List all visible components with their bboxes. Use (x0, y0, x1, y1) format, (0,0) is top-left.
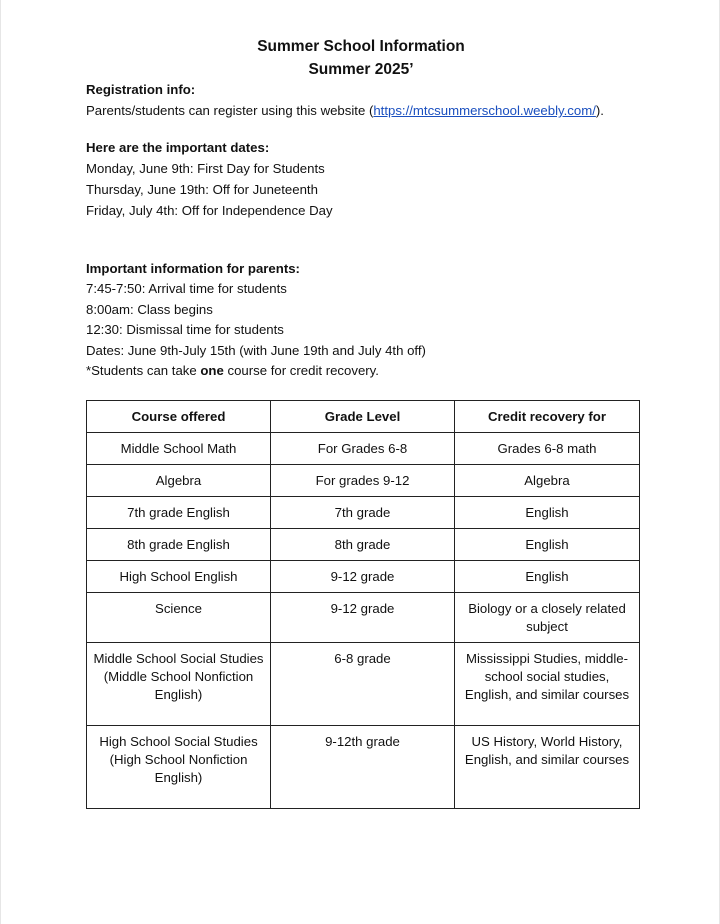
parents-heading: Important information for parents: (86, 261, 300, 276)
credit-cell: Biology or a closely related subject (455, 593, 640, 643)
grade-cell: 6-8 grade (271, 643, 455, 726)
parents-item: 7:45-7:50: Arrival time for students (86, 281, 287, 296)
date-item: Thursday, June 19th: Off for Juneteenth (86, 182, 318, 197)
course-cell: Science (87, 593, 271, 643)
credit-cell: Mississippi Studies, middle-school social studies, English, and similar courses (455, 643, 640, 726)
credit-cell: English (455, 529, 640, 561)
grade-cell: 7th grade (271, 497, 455, 529)
grade-cell: 8th grade (271, 529, 455, 561)
credit-note-after: course for credit recovery. (223, 363, 379, 378)
course-cell: Middle School Math (87, 433, 271, 465)
parents-item: 12:30: Dismissal time for students (86, 322, 284, 337)
grade-cell: 9-12 grade (271, 593, 455, 643)
grade-cell: 9-12th grade (271, 726, 455, 809)
course-cell: 7th grade English (87, 497, 271, 529)
course-cell: High School English (87, 561, 271, 593)
credit-cell: English (455, 497, 640, 529)
page-title: Summer School Information (257, 38, 465, 55)
credit-cell: Algebra (455, 465, 640, 497)
course-cell: 8th grade English (87, 529, 271, 561)
registration-text-after: ). (595, 103, 604, 118)
column-header-grade: Grade Level (271, 401, 455, 433)
course-cell: Middle School Social Studies (Middle School Nonfiction English) (87, 643, 271, 726)
page-subtitle: Summer 2025’ (308, 61, 414, 78)
table-row (87, 726, 640, 809)
table-row (87, 529, 640, 561)
parents-item: Dates: June 9th-July 15th (with June 19th and July 4th off) (86, 343, 426, 358)
column-header-credit: Credit recovery for (455, 401, 640, 433)
course-cell: Algebra (87, 465, 271, 497)
credit-note (86, 363, 379, 378)
registration-text (86, 103, 604, 118)
registration-link[interactable]: https://mtcsummerschool.weebly.com/ (373, 103, 596, 118)
table-header-row (87, 401, 640, 433)
table-row (87, 643, 640, 726)
parents-item: 8:00am: Class begins (86, 302, 213, 317)
table-row (87, 433, 640, 465)
credit-note-before: *Students can take (86, 363, 201, 378)
course-table (86, 400, 640, 809)
credit-cell: Grades 6-8 math (455, 433, 640, 465)
grade-cell: For grades 9-12 (271, 465, 455, 497)
table-row (87, 465, 640, 497)
credit-note-bold: one (200, 363, 224, 378)
credit-cell: US History, World History, English, and similar courses (455, 726, 640, 809)
table-row (87, 561, 640, 593)
date-item: Monday, June 9th: First Day for Students (86, 161, 325, 176)
column-header-course: Course offered (87, 401, 271, 433)
grade-cell: For Grades 6-8 (271, 433, 455, 465)
course-cell: High School Social Studies (High School Nonfiction English) (87, 726, 271, 809)
grade-cell: 9-12 grade (271, 561, 455, 593)
credit-cell: English (455, 561, 640, 593)
registration-text-before: Parents/students can register using this website ( (86, 103, 374, 118)
table-row (87, 497, 640, 529)
table-row (87, 593, 640, 643)
registration-heading: Registration info: (86, 82, 196, 97)
date-item: Friday, July 4th: Off for Independence Day (86, 203, 333, 218)
dates-heading: Here are the important dates: (86, 140, 270, 155)
